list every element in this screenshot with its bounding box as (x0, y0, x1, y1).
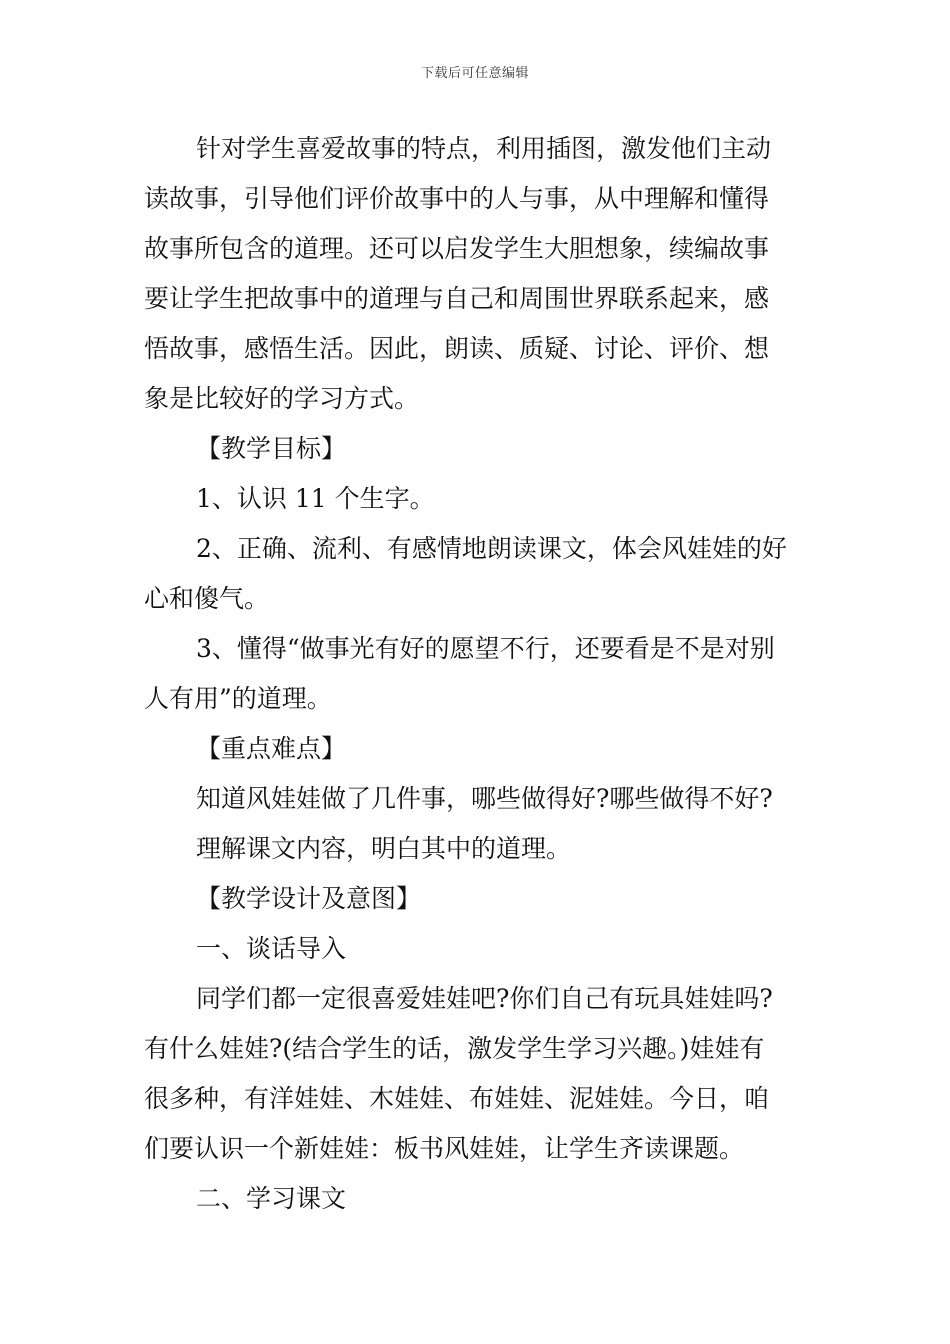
intro-paragraph (144, 124, 808, 424)
section-heading-1: 一、谈话导入 (196, 934, 347, 963)
section-1-line: 们要认识一个新娃娃：板书风娃娃，让学生齐读课题。 (144, 1134, 745, 1163)
section-1-line: 同学们都一定很喜爱娃娃吧?你们自己有玩具娃娃吗? (196, 984, 773, 1013)
intro-line: 故事所包含的道理。还可以启发学生大胆想象，续编故事 (144, 234, 770, 263)
intro-line: 读故事，引导他们评价故事中的人与事，从中理解和懂得 (144, 184, 770, 213)
document-body (144, 124, 808, 1224)
goal-3-line: 3、懂得“做事光有好的愿望不行，还要看是不是对别 (196, 634, 775, 663)
heading-design: 【教学设计及意图】 (196, 884, 422, 913)
goal-item-2 (144, 524, 808, 624)
intro-line: 象是比较好的学习方式。 (144, 384, 420, 413)
key-point-1: 知道风娃娃做了几件事，哪些做得好?哪些做得不好? (196, 784, 773, 813)
section-1-line: 有什么娃娃?(结合学生的话，激发学生学习兴趣。)娃娃有 (144, 1034, 765, 1063)
key-point-2: 理解课文内容，明白其中的道理。 (196, 834, 572, 863)
page-header: 下载后可任意编辑 (420, 66, 529, 81)
section-1-paragraph (144, 974, 808, 1174)
intro-line: 针对学生喜爱故事的特点，利用插图，激发他们主动 (196, 134, 772, 163)
heading-teaching-goals: 【教学目标】 (196, 434, 347, 463)
section-heading-2: 二、学习课文 (196, 1184, 347, 1213)
goal-item-1: 1、认识 11 个生字。 (196, 484, 435, 513)
section-1-line: 很多种，有洋娃娃、木娃娃、布娃娃、泥娃娃。今日，咱 (144, 1084, 770, 1113)
intro-line: 悟故事，感悟生活。因此，朗读、质疑、讨论、评价、想 (144, 334, 770, 363)
goal-3-line: 人有用”的道理。 (144, 684, 332, 713)
goal-item-3 (144, 624, 808, 724)
heading-key-points: 【重点难点】 (196, 734, 347, 763)
goal-2-line: 心和傻气。 (144, 584, 270, 613)
intro-line: 要让学生把故事中的道理与自己和周围世界联系起来，感 (144, 284, 770, 313)
goal-2-line: 2、正确、流利、有感情地朗读课文，体会风娃娃的好 (196, 534, 787, 563)
